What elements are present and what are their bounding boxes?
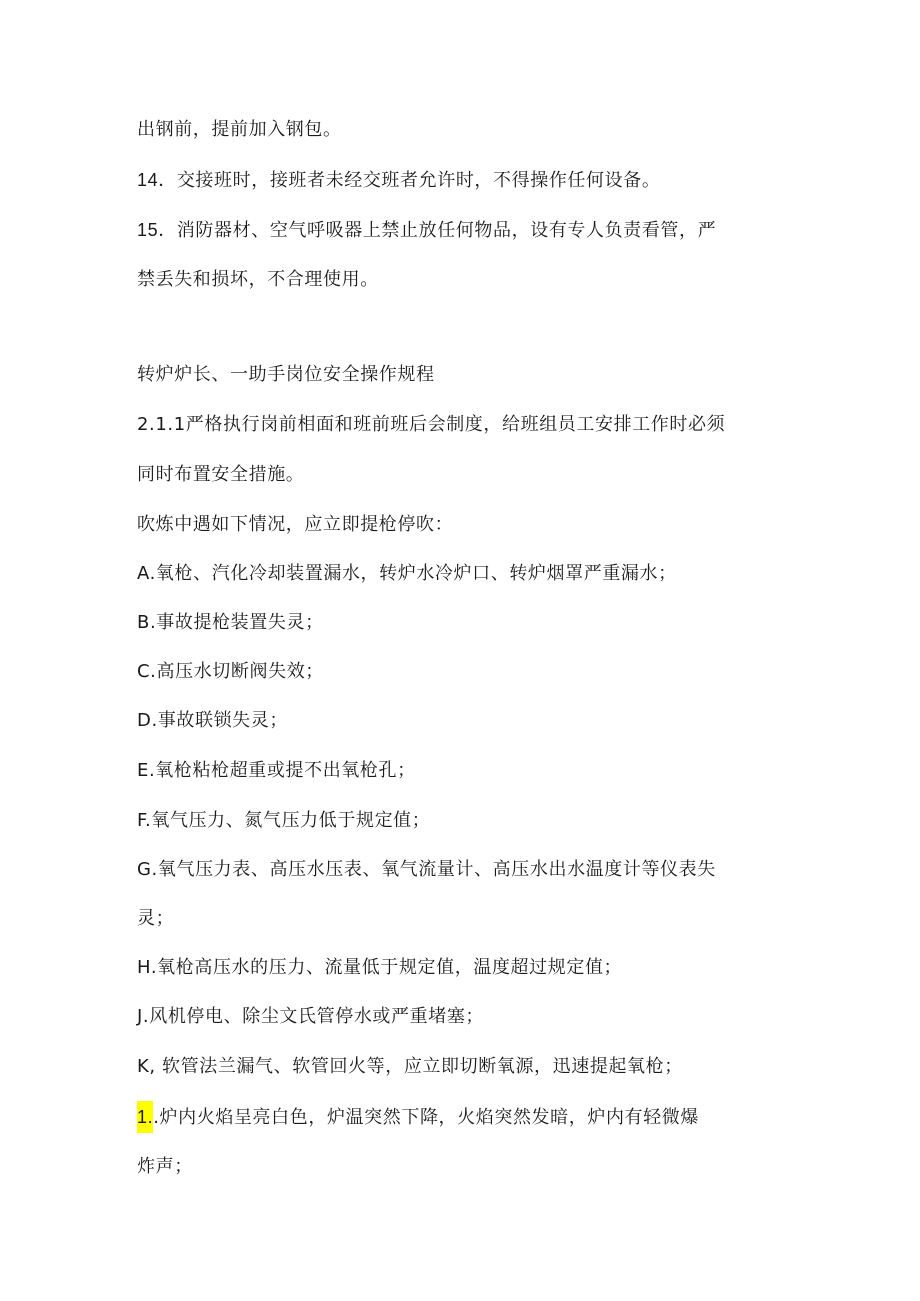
text-line: 炸声； [137,1156,193,1177]
section-heading: 转炉炉长、一助手岗位安全操作规程 [137,364,435,385]
item-text: ．交接班时，接班者未经交班者允许时，不得操作任何设备。 [158,170,661,191]
list-item-g: G.氧气压力表、高压水压表、氧气流量计、高压水出水温度计等仪表失 [137,859,716,880]
item-number: 15 [137,220,159,240]
list-item-15 [137,217,716,244]
list-item-1 [137,1104,699,1131]
text-line: 吹炼中遇如下情况，应立即提枪停吹： [137,514,454,535]
text-line: 出钢前，提前加入钢包。 [137,119,342,140]
text-line: 禁丢失和损坏，不合理使用。 [137,269,379,290]
list-item-j: J.风机停电、除尘文氏管停水或严重堵塞； [137,1006,485,1027]
list-item-d: D.事故联锁失灵； [137,710,288,731]
list-item-e: E.氧枪粘枪超重或提不出氧枪孔； [137,760,416,781]
text-line: 灵； [137,908,175,929]
text-line: 同时布置安全措施。 [137,464,305,485]
item-text: .炉内火焰呈亮白色，炉温突然下降，火焰突然发暗，炉内有轻微爆 [153,1107,699,1128]
item-text: ．消防器材、空气呼吸器上禁止放任何物品，设有专人负责看管，严 [158,220,717,241]
list-item-c: C.高压水切断阀失效； [137,661,324,682]
list-item-k: K, 软管法兰漏气、软管回火等，应立即切断氧源，迅速提起氧枪； [137,1056,683,1077]
text-line: 2.1.1严格执行岗前相面和班前班后会制度，给班组员工安排工作时必须 [137,414,726,435]
highlighted-number: 1. [137,1101,153,1133]
list-item-a: A.氧枪、汽化冷却装置漏水，转炉水冷炉口、转炉烟罩严重漏水； [137,563,677,584]
item-number: 14 [137,170,159,190]
list-item-14 [137,167,660,194]
list-item-b: B.事故提枪装置失灵； [137,612,324,633]
list-item-h: H.氧枪高压水的压力、流量低于规定值，温度超过规定值； [137,957,623,978]
list-item-f: F.氧气压力、氮气压力低于规定值； [137,810,431,831]
